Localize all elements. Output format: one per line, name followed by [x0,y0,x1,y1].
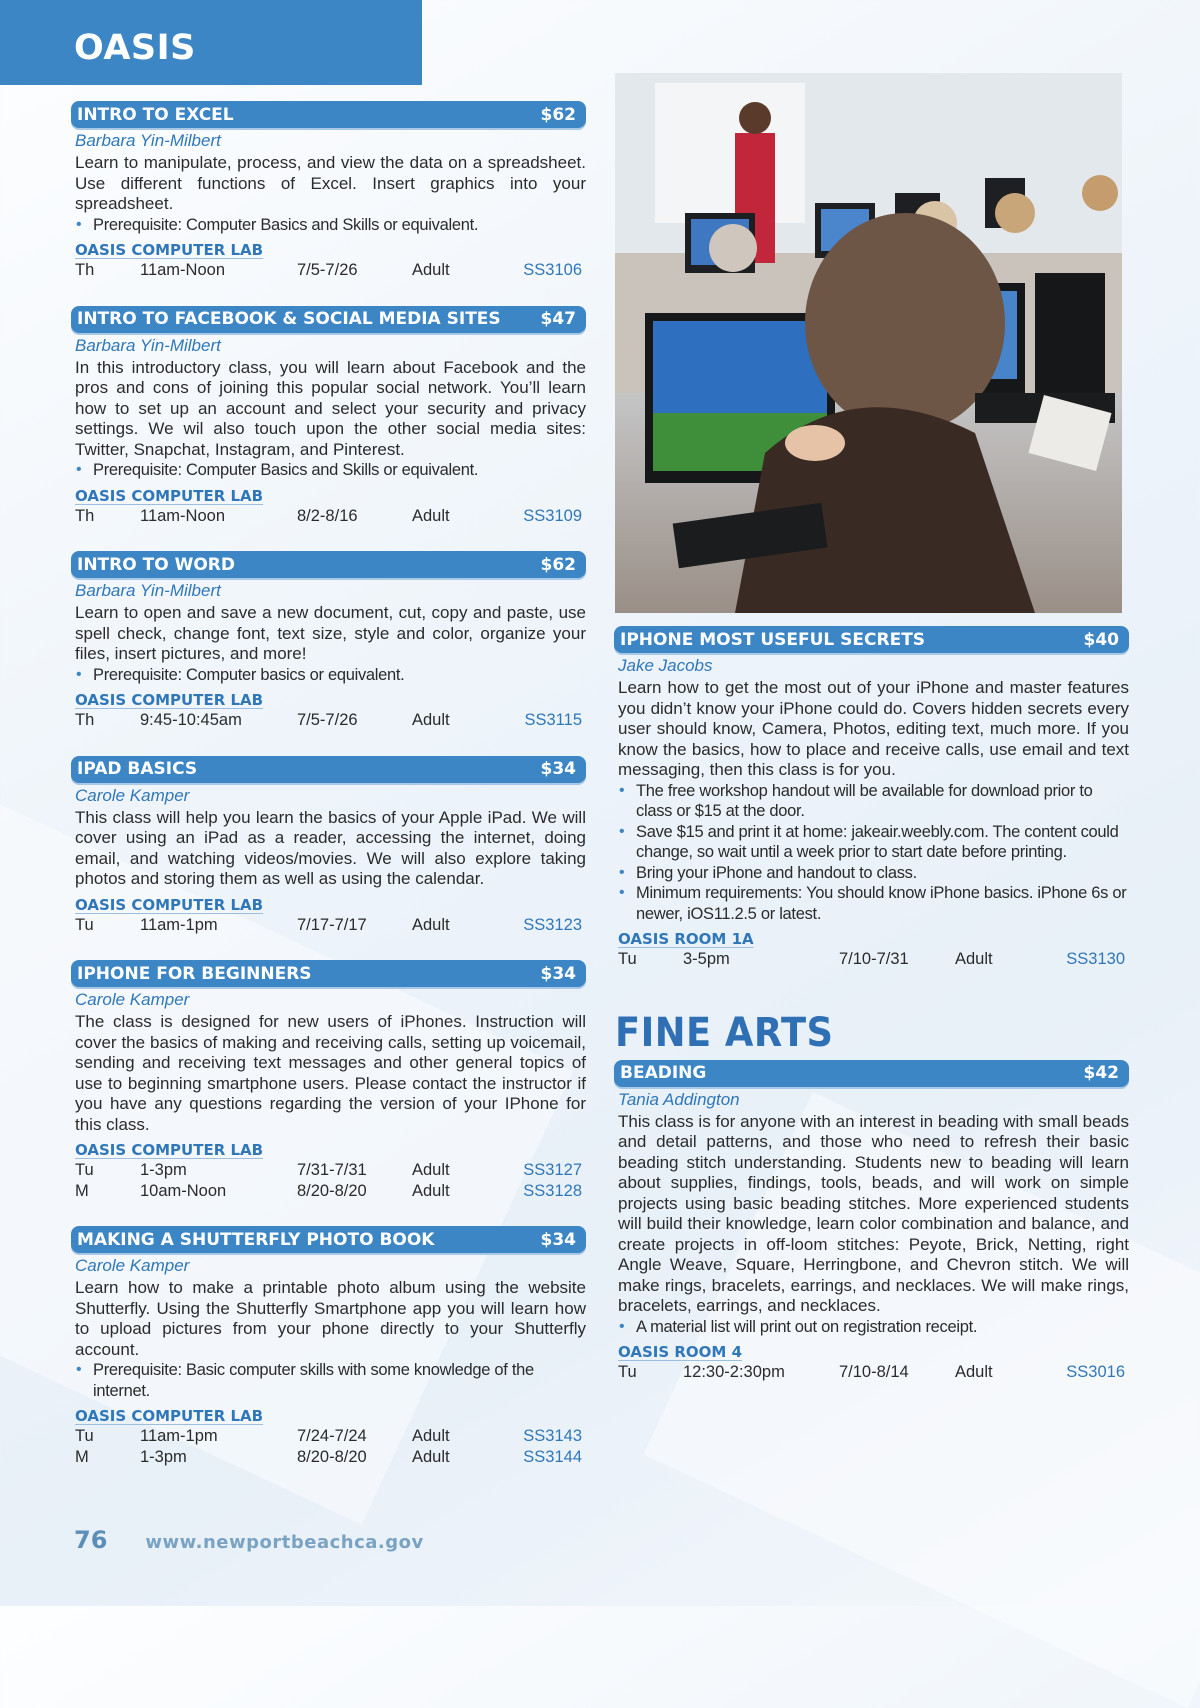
course-price: $47 [540,309,576,329]
session-day: Th [75,261,95,279]
course-description: Learn to open and save a new document, cut, copy and paste, use spell check, change font, text size, style and color, organize your files, insert pictures, and more! [75,603,586,663]
course-notes [72,1360,586,1401]
section-header-title: OASIS [74,28,196,68]
session-row [618,1362,1129,1383]
course-instructor: Barbara Yin-Milbert [75,335,221,355]
session-row [75,1181,586,1202]
session-code[interactable]: SS3109 [523,506,582,525]
course-instructor: Jake Jacobs [618,656,713,675]
course-description: This class is for anyone with an interest in beading with small beads and detail patterns, and those who need to refresh their basic beading stitch understanding. Students new to beading will learn about supplies, findings, tools, beads, and will work on simple projects using basic beading stitches. More experienced students will build their knowledge, learn color combination and balance, and create projects in off-loom stitches: Peyote, Brick, Netting, right Angle Weave, Square, Herringbone, and Chevron stitch. We will make rings, bracelets, earrings, and necklaces. We will make rings, bracelets, earrings, and necklaces. [618,1111,1129,1315]
course-description: Learn to manipulate, process, and view the data on a spreadsheet. Use different functions of Excel. Insert graphics into your spreadsheet. [75,153,586,213]
session-dates: 7/10-7/31 [839,950,909,968]
session-code[interactable]: SS3144 [523,1447,582,1466]
session-audience: Adult [412,1161,450,1179]
course-listing [72,306,586,527]
course-sessions [72,1160,586,1201]
session-code[interactable]: SS3143 [523,1427,582,1445]
course-instructor: Carole Kamper [75,1256,190,1275]
course-price: $62 [540,104,576,125]
course-listing [72,960,586,1201]
session-audience: Adult [412,1427,450,1445]
course-description: This class will help you learn the basics of your Apple iPad. We will cover using an iPad as a reader, accessing the internet, doing email, and watching videos/movies. We will also explore taking photos and storing them as well as using the calendar. [75,807,586,888]
session-row [75,506,586,527]
fine-arts-section-title: FINE ARTS [615,1009,834,1056]
course-listing [615,626,1129,970]
course-notes [615,1317,1129,1338]
session-dates: 7/10-8/14 [839,1363,909,1381]
session-dates: 8/20-8/20 [297,1447,367,1466]
course-location: OASIS COMPUTER LAB [75,241,264,259]
course-note: • Prerequisite: Basic computer skills with some knowledge of the internet. [75,1360,586,1401]
session-dates: 7/17-7/17 [297,915,367,934]
course-note: • Prerequisite: Computer basics or equivalent. [75,665,586,686]
session-dates: 8/2-8/16 [297,506,358,525]
right-column [615,73,1129,1408]
course-sessions [615,1362,1129,1383]
course-title: INTRO TO WORD [77,554,235,575]
page-number: 76 [74,1526,108,1554]
course-location: OASIS ROOM 4 [618,1343,743,1361]
course-title: INTRO TO EXCEL [77,104,234,125]
session-time: 10am-Noon [140,1181,227,1200]
session-code[interactable]: SS3016 [1066,1363,1125,1381]
session-time: 1-3pm [140,1447,187,1466]
session-day: Th [75,506,95,525]
course-description: Learn how to make a printable photo album using the website Shutterfly. Using the Shutterfly Smartphone app you will learn how to upload pictures from your phone directly to your Shutterfly account. [75,1278,586,1359]
session-row [75,710,586,731]
session-time: 11am-1pm [140,915,218,934]
course-title-bar [614,626,1129,653]
course-listing [72,101,586,281]
course-title-bar [71,1226,586,1253]
session-code[interactable]: SS3130 [1066,950,1125,968]
course-notes [72,215,586,236]
session-day: Th [75,711,95,729]
course-title: MAKING A SHUTTERFLY PHOTO BOOK [77,1229,435,1250]
session-day: Tu [75,915,94,934]
session-dates: 7/24-7/24 [297,1427,367,1445]
session-time: 12:30-2:30pm [683,1363,785,1381]
course-instructor: Carole Kamper [75,990,190,1009]
session-row [75,1426,586,1447]
course-note: • The free workshop handout will be available for download prior to class or $15 at the door. [618,781,1129,822]
course-note: • Bring your iPhone and handout to class. [618,863,1129,884]
session-code[interactable]: SS3128 [523,1181,582,1200]
session-audience: Adult [412,915,450,934]
course-sessions [72,915,586,936]
session-code[interactable]: SS3123 [523,915,582,934]
session-code[interactable]: SS3115 [524,711,582,729]
session-time: 11am-Noon [140,261,225,279]
course-title: IPHONE FOR BEGINNERS [77,963,312,984]
session-audience: Adult [412,506,450,525]
course-sessions [72,1426,586,1467]
session-time: 3-5pm [683,950,730,968]
course-instructor: Carole Kamper [75,785,190,805]
course-title-bar [71,306,586,333]
course-location: OASIS ROOM 1A [618,930,754,948]
session-time: 11am-Noon [140,506,225,525]
course-location: OASIS COMPUTER LAB [75,1141,264,1159]
course-title: BEADING [620,1063,707,1083]
course-price: $62 [540,554,576,575]
session-day: Tu [618,1363,637,1381]
course-instructor: Tania Addington [618,1089,740,1109]
session-code[interactable]: SS3106 [523,261,582,279]
course-location: OASIS COMPUTER LAB [75,1407,264,1425]
session-day: Tu [618,950,637,968]
classroom-photo-illustration [615,73,1122,613]
course-title: IPHONE MOST USEFUL SECRETS [620,629,926,650]
session-dates: 7/5-7/26 [297,261,358,279]
session-row [75,1447,586,1468]
course-description: Learn how to get the most out of your iPhone and master features you didn’t know your iPhone could do. Covers hidden secrets every user should know, Camera, Photos, editing text, much more. If you know the basics, how to place and receive calls, use email and text messaging, then this class is for you. [618,678,1129,779]
course-notes [615,781,1129,925]
course-title-bar [71,101,586,128]
course-location: OASIS COMPUTER LAB [75,486,264,505]
course-listing [72,1226,586,1467]
session-time: 11am-1pm [140,1427,218,1445]
course-sessions [615,949,1129,970]
section-header-tab [0,0,422,85]
course-sessions [72,506,586,527]
session-dates: 8/20-8/20 [297,1181,367,1200]
session-row [75,1160,586,1181]
session-audience: Adult [412,1447,450,1466]
session-dates: 7/31-7/31 [297,1161,367,1179]
session-time: 1-3pm [140,1161,187,1179]
session-row [618,949,1129,970]
course-price: $40 [1083,629,1119,650]
course-notes [72,665,586,686]
session-audience: Adult [412,1181,450,1200]
classroom-photo [615,73,1122,613]
course-location: OASIS COMPUTER LAB [75,895,264,914]
course-listing [72,756,586,936]
course-note: • Save $15 and print it at home: jakeair.weebly.com. The content could change, so wait until a week prior to start date before printing. [618,822,1129,863]
page-footer [74,1526,424,1554]
course-location: OASIS COMPUTER LAB [75,691,264,709]
session-code[interactable]: SS3127 [523,1161,582,1179]
course-title-bar [71,756,586,783]
course-listing [72,551,586,731]
session-day: M [75,1447,89,1466]
session-day: Tu [75,1161,94,1179]
session-time: 9:45-10:45am [140,711,242,729]
left-column [72,101,586,1492]
course-sessions [72,710,586,731]
session-dates: 7/5-7/26 [297,711,358,729]
session-audience: Adult [412,711,450,729]
session-audience: Adult [955,950,993,968]
course-price: $34 [540,963,576,984]
course-title: IPAD BASICS [77,759,198,779]
session-audience: Adult [412,261,450,279]
course-description: In this introductory class, you will learn about Facebook and the pros and cons of joining this popular social network. You’ll learn how to set up an account and select your security and privacy settings. We wil also touch upon the other social media sites: Twitter, Snapchat, Instagram, and Pinterest. [75,357,586,459]
session-audience: Adult [955,1363,993,1381]
course-instructor: Barbara Yin-Milbert [75,131,221,150]
course-notes [72,460,586,481]
course-price: $42 [1083,1063,1119,1083]
course-note: • Prerequisite: Computer Basics and Skills or equivalent. [75,215,586,236]
course-instructor: Barbara Yin-Milbert [75,581,221,600]
course-price: $34 [540,1229,576,1250]
course-note: • Prerequisite: Computer Basics and Skills or equivalent. [75,460,586,481]
session-row [75,260,586,281]
course-price: $34 [540,759,576,779]
session-day: M [75,1181,89,1200]
course-title: INTRO TO FACEBOOK & SOCIAL MEDIA SITES [77,309,501,329]
course-note: • Minimum requirements: You should know iPhone basics. iPhone 6s or newer, iOS11.2.5 or latest. [618,883,1129,924]
course-description: The class is designed for new users of iPhones. Instruction will cover the basics of making and receiving calls, setting up voicemail, sending and receiving text messages and other general topics of use to beginning smartphone users. Please contact the instructor if you have any questions regarding the version of your IPhone for this class. [75,1012,586,1134]
course-listing [615,1060,1129,1383]
course-note: • A material list will print out on registration receipt. [618,1317,1129,1338]
course-title-bar [71,960,586,987]
session-row [75,915,586,936]
course-title-bar [614,1060,1129,1087]
course-title-bar [71,551,586,578]
course-sessions [72,260,586,281]
session-day: Tu [75,1427,94,1445]
website-link[interactable]: www.newportbeachca.gov [145,1532,424,1553]
